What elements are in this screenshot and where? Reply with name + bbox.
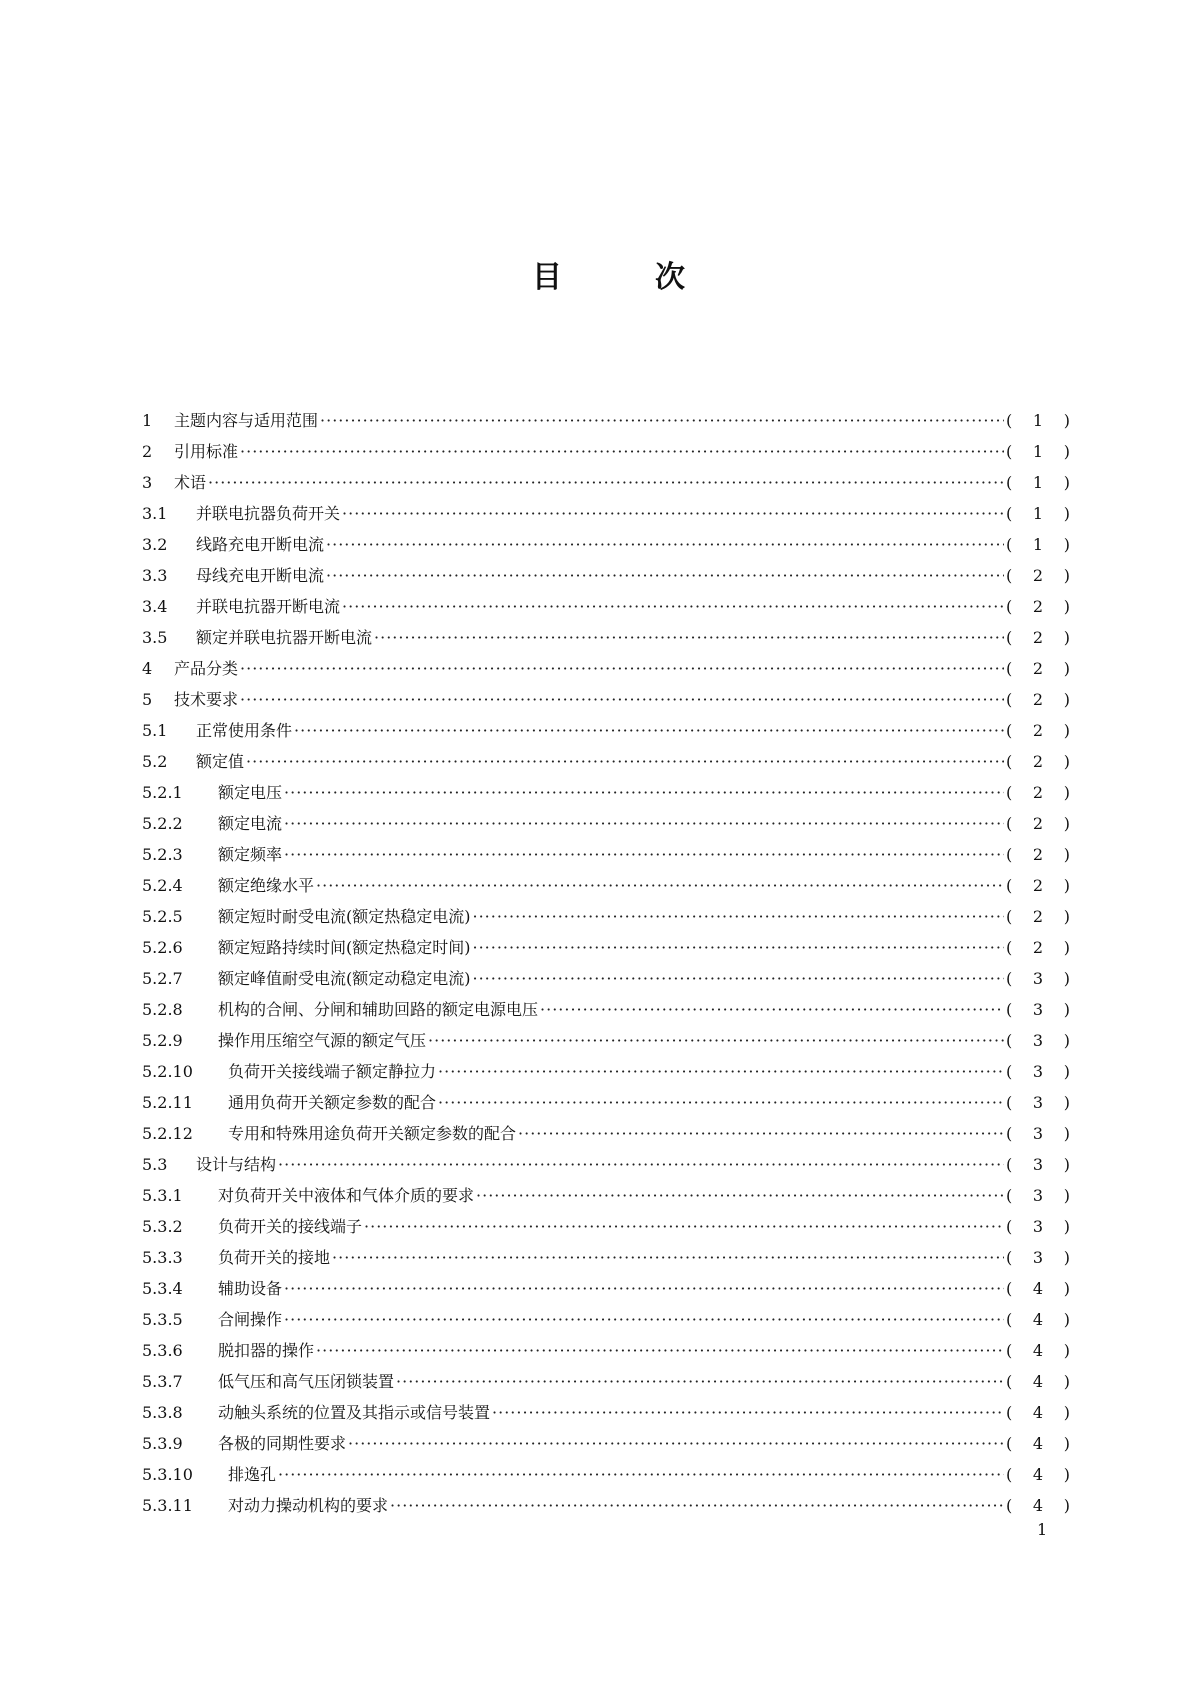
toc-entry-title: 各极的同期性要求 xyxy=(218,1434,347,1453)
close-paren: ) xyxy=(1063,1310,1070,1329)
toc-entry-page xyxy=(1006,405,1070,436)
toc-entry-page xyxy=(1006,1211,1070,1242)
toc-entry-number: 5.2.1 xyxy=(142,783,183,802)
close-paren: ) xyxy=(1063,1155,1070,1174)
toc-dot-leader xyxy=(473,932,1005,963)
toc-entry-page xyxy=(1006,932,1070,963)
toc-entry-title: 通用负荷开关额定参数的配合 xyxy=(228,1093,437,1112)
toc-entry-number: 5.3.2 xyxy=(142,1217,183,1236)
toc-dot-leader xyxy=(540,994,1004,1025)
toc-dot-leader xyxy=(246,746,1004,777)
toc-page-value: 2 xyxy=(1032,721,1044,740)
toc-entry-page xyxy=(1006,1087,1070,1118)
toc-page-value: 4 xyxy=(1032,1496,1044,1515)
toc-dot-leader xyxy=(316,870,1004,901)
toc-page-value: 2 xyxy=(1032,876,1044,895)
toc-entry-page xyxy=(1006,1490,1070,1521)
toc-entry-title: 额定短路持续时间(额定热稳定时间) xyxy=(218,938,471,957)
toc-entry-title: 低气压和高气压闭锁装置 xyxy=(218,1372,395,1391)
toc-entry-title: 线路充电开断电流 xyxy=(196,535,325,554)
toc-entry[interactable] xyxy=(142,715,1070,746)
close-paren: ) xyxy=(1063,1248,1070,1267)
close-paren: ) xyxy=(1063,628,1070,647)
toc-page-value: 3 xyxy=(1032,1093,1044,1112)
open-paren: ( xyxy=(1006,783,1013,802)
toc-dot-leader xyxy=(374,622,1004,653)
toc-entry-page xyxy=(1006,1428,1070,1459)
toc-entry-page xyxy=(1006,529,1070,560)
close-paren: ) xyxy=(1063,442,1070,461)
open-paren: ( xyxy=(1006,845,1013,864)
close-paren: ) xyxy=(1063,938,1070,957)
toc-entry-title: 额定电压 xyxy=(218,783,283,802)
toc-dot-leader xyxy=(364,1211,1004,1242)
title-char-2: 次 xyxy=(655,260,685,295)
toc-page-value: 3 xyxy=(1032,1248,1044,1267)
toc-entry[interactable] xyxy=(142,1273,1070,1304)
open-paren: ( xyxy=(1006,535,1013,554)
close-paren: ) xyxy=(1063,1124,1070,1143)
toc-entry-title: 负荷开关的接地 xyxy=(218,1248,331,1267)
toc-entry-title: 额定绝缘水平 xyxy=(218,876,315,895)
open-paren: ( xyxy=(1006,1403,1013,1422)
toc-page-value: 2 xyxy=(1032,628,1044,647)
toc-page-value: 2 xyxy=(1032,907,1044,926)
toc-dot-leader xyxy=(294,715,1004,746)
toc-entry-page xyxy=(1006,808,1070,839)
open-paren: ( xyxy=(1006,1093,1013,1112)
toc-entry-page xyxy=(1006,1335,1070,1366)
open-paren: ( xyxy=(1006,1279,1013,1298)
toc-dot-leader xyxy=(284,839,1004,870)
toc-entry-number: 1 xyxy=(142,411,153,430)
open-paren: ( xyxy=(1006,969,1013,988)
toc-entry-number: 3 xyxy=(142,473,153,492)
toc-dot-leader xyxy=(278,1149,1004,1180)
toc-entry[interactable] xyxy=(142,653,1070,684)
toc-entry-page xyxy=(1006,870,1070,901)
toc-entry[interactable] xyxy=(142,560,1070,591)
toc-entry-title: 排逸孔 xyxy=(228,1465,277,1484)
toc-page-value: 2 xyxy=(1032,659,1044,678)
toc-entry-page xyxy=(1006,436,1070,467)
toc-entry-number: 5.2.7 xyxy=(142,969,183,988)
toc-entry-page xyxy=(1006,1397,1070,1428)
toc-entry-title: 负荷开关的接线端子 xyxy=(218,1217,363,1236)
close-paren: ) xyxy=(1063,690,1070,709)
toc-dot-leader xyxy=(348,1428,1004,1459)
toc-entry-number: 3.4 xyxy=(142,597,168,616)
toc-page-value: 2 xyxy=(1032,566,1044,585)
toc-entry-title: 动触头系统的位置及其指示或信号装置 xyxy=(218,1403,491,1422)
toc-entry-number: 5.3 xyxy=(142,1155,168,1174)
toc-entry-number: 5.2.4 xyxy=(142,876,183,895)
open-paren: ( xyxy=(1006,752,1013,771)
toc-entry-number: 5.2 xyxy=(142,752,168,771)
toc-entry[interactable] xyxy=(142,1118,1070,1149)
close-paren: ) xyxy=(1063,876,1070,895)
close-paren: ) xyxy=(1063,814,1070,833)
toc-entry[interactable] xyxy=(142,684,1070,715)
toc-entry[interactable] xyxy=(142,808,1070,839)
toc-page-value: 1 xyxy=(1032,473,1044,492)
toc-entry-number: 5.1 xyxy=(142,721,168,740)
toc-entry-title: 操作用压缩空气源的额定气压 xyxy=(218,1031,427,1050)
close-paren: ) xyxy=(1063,1372,1070,1391)
toc-entry-page xyxy=(1006,467,1070,498)
toc-entry-page xyxy=(1006,777,1070,808)
toc-entry-number: 3.5 xyxy=(142,628,168,647)
open-paren: ( xyxy=(1006,1248,1013,1267)
toc-entry-page xyxy=(1006,1242,1070,1273)
toc-entry-number: 5.2.8 xyxy=(142,1000,183,1019)
open-paren: ( xyxy=(1006,1217,1013,1236)
close-paren: ) xyxy=(1063,1434,1070,1453)
open-paren: ( xyxy=(1006,411,1013,430)
toc-page-value: 2 xyxy=(1032,752,1044,771)
open-paren: ( xyxy=(1006,1465,1013,1484)
open-paren: ( xyxy=(1006,1031,1013,1050)
toc-dot-leader xyxy=(473,963,1005,994)
toc-dot-leader xyxy=(492,1397,1004,1428)
toc-entry-number: 5.2.3 xyxy=(142,845,183,864)
toc-entry-page xyxy=(1006,715,1070,746)
open-paren: ( xyxy=(1006,721,1013,740)
toc-entry-title: 并联电抗器开断电流 xyxy=(196,597,341,616)
toc-entry-number: 5.3.9 xyxy=(142,1434,183,1453)
toc-entry-title: 脱扣器的操作 xyxy=(218,1341,315,1360)
close-paren: ) xyxy=(1063,473,1070,492)
toc-entry[interactable] xyxy=(142,932,1070,963)
toc-entry-page xyxy=(1006,1025,1070,1056)
toc-dot-leader xyxy=(284,1273,1004,1304)
toc-entry[interactable] xyxy=(142,1087,1070,1118)
toc-page-value: 2 xyxy=(1032,597,1044,616)
toc-entry[interactable] xyxy=(142,1025,1070,1056)
close-paren: ) xyxy=(1063,535,1070,554)
close-paren: ) xyxy=(1063,721,1070,740)
close-paren: ) xyxy=(1063,1341,1070,1360)
close-paren: ) xyxy=(1063,1000,1070,1019)
toc-dot-leader xyxy=(320,405,1004,436)
toc-entry-title: 正常使用条件 xyxy=(196,721,293,740)
table-of-contents xyxy=(142,405,1070,1521)
toc-entry[interactable] xyxy=(142,1490,1070,1521)
toc-dot-leader xyxy=(240,684,1004,715)
close-paren: ) xyxy=(1063,411,1070,430)
close-paren: ) xyxy=(1063,1496,1070,1515)
toc-entry-title: 并联电抗器负荷开关 xyxy=(196,504,341,523)
toc-entry[interactable] xyxy=(142,591,1070,622)
toc-page-value: 3 xyxy=(1032,1124,1044,1143)
toc-entry-page xyxy=(1006,1118,1070,1149)
toc-entry-number: 3.3 xyxy=(142,566,168,585)
toc-entry-title: 对负荷开关中液体和气体介质的要求 xyxy=(218,1186,475,1205)
toc-entry-page xyxy=(1006,1149,1070,1180)
toc-page-value: 3 xyxy=(1032,1031,1044,1050)
toc-page-value: 4 xyxy=(1032,1372,1044,1391)
toc-entry-number: 5.2.12 xyxy=(142,1124,193,1143)
close-paren: ) xyxy=(1063,659,1070,678)
toc-entry-page xyxy=(1006,1304,1070,1335)
toc-entry-page xyxy=(1006,901,1070,932)
open-paren: ( xyxy=(1006,1000,1013,1019)
close-paren: ) xyxy=(1063,1217,1070,1236)
toc-entry-number: 5.3.1 xyxy=(142,1186,183,1205)
toc-entry-page xyxy=(1006,684,1070,715)
toc-entry-number: 5.2.5 xyxy=(142,907,183,926)
open-paren: ( xyxy=(1006,907,1013,926)
toc-entry[interactable] xyxy=(142,498,1070,529)
toc-entry-title: 额定频率 xyxy=(218,845,283,864)
toc-entry-page xyxy=(1006,1366,1070,1397)
toc-dot-leader xyxy=(278,1459,1004,1490)
toc-dot-leader xyxy=(473,901,1005,932)
open-paren: ( xyxy=(1006,1341,1013,1360)
open-paren: ( xyxy=(1006,659,1013,678)
toc-dot-leader xyxy=(438,1087,1004,1118)
open-paren: ( xyxy=(1006,597,1013,616)
close-paren: ) xyxy=(1063,907,1070,926)
toc-entry-number: 5.3.6 xyxy=(142,1341,183,1360)
toc-entry-page xyxy=(1006,1056,1070,1087)
open-paren: ( xyxy=(1006,814,1013,833)
toc-entry[interactable] xyxy=(142,1397,1070,1428)
close-paren: ) xyxy=(1063,783,1070,802)
toc-page-value: 2 xyxy=(1032,938,1044,957)
toc-entry-page xyxy=(1006,560,1070,591)
toc-entry[interactable] xyxy=(142,436,1070,467)
toc-page-value: 2 xyxy=(1032,783,1044,802)
open-paren: ( xyxy=(1006,1372,1013,1391)
toc-entry-number: 5.2.10 xyxy=(142,1062,193,1081)
toc-entry-number: 5.3.7 xyxy=(142,1372,183,1391)
toc-page-value: 4 xyxy=(1032,1465,1044,1484)
open-paren: ( xyxy=(1006,1155,1013,1174)
close-paren: ) xyxy=(1063,1031,1070,1050)
toc-dot-leader xyxy=(316,1335,1004,1366)
toc-entry-title: 技术要求 xyxy=(174,690,239,709)
toc-entry[interactable] xyxy=(142,1056,1070,1087)
toc-entry[interactable] xyxy=(142,746,1070,777)
toc-page-value: 3 xyxy=(1032,969,1044,988)
toc-entry-page xyxy=(1006,994,1070,1025)
toc-dot-leader xyxy=(342,591,1004,622)
toc-entry-page xyxy=(1006,498,1070,529)
toc-entry-page xyxy=(1006,963,1070,994)
toc-entry-number: 5.3.10 xyxy=(142,1465,193,1484)
title-char-1: 目 xyxy=(532,260,562,295)
page-number: 1 xyxy=(1037,1520,1048,1539)
toc-entry-number: 5 xyxy=(142,690,153,709)
toc-entry-number: 2 xyxy=(142,442,153,461)
toc-page-value: 1 xyxy=(1032,442,1044,461)
toc-entry-page xyxy=(1006,746,1070,777)
toc-entry[interactable] xyxy=(142,467,1070,498)
toc-page-value: 2 xyxy=(1032,814,1044,833)
close-paren: ) xyxy=(1063,597,1070,616)
toc-entry[interactable] xyxy=(142,1366,1070,1397)
toc-page-value: 2 xyxy=(1032,845,1044,864)
toc-page-value: 3 xyxy=(1032,1186,1044,1205)
toc-entry[interactable] xyxy=(142,994,1070,1025)
toc-entry-page xyxy=(1006,839,1070,870)
toc-entry[interactable] xyxy=(142,777,1070,808)
toc-page-value: 1 xyxy=(1032,411,1044,430)
toc-entry-number: 5.3.4 xyxy=(142,1279,183,1298)
open-paren: ( xyxy=(1006,628,1013,647)
toc-entry-title: 主题内容与适用范围 xyxy=(174,411,319,430)
close-paren: ) xyxy=(1063,504,1070,523)
toc-dot-leader xyxy=(476,1180,1004,1211)
toc-dot-leader xyxy=(326,529,1004,560)
close-paren: ) xyxy=(1063,1465,1070,1484)
toc-entry-number: 3.2 xyxy=(142,535,168,554)
toc-page-value: 4 xyxy=(1032,1310,1044,1329)
toc-entry-title: 母线充电开断电流 xyxy=(196,566,325,585)
toc-entry[interactable] xyxy=(142,622,1070,653)
toc-entry-title: 额定峰值耐受电流(额定动稳定电流) xyxy=(218,969,471,988)
toc-page-value: 3 xyxy=(1032,1155,1044,1174)
toc-page-value: 4 xyxy=(1032,1403,1044,1422)
toc-entry[interactable] xyxy=(142,1180,1070,1211)
toc-dot-leader xyxy=(240,653,1004,684)
toc-entry-page xyxy=(1006,1273,1070,1304)
open-paren: ( xyxy=(1006,473,1013,492)
toc-dot-leader xyxy=(284,777,1004,808)
toc-dot-leader xyxy=(284,1304,1004,1335)
open-paren: ( xyxy=(1006,1124,1013,1143)
open-paren: ( xyxy=(1006,690,1013,709)
toc-entry[interactable] xyxy=(142,1211,1070,1242)
toc-dot-leader xyxy=(208,467,1004,498)
toc-entry-title: 额定电流 xyxy=(218,814,283,833)
toc-entry[interactable] xyxy=(142,529,1070,560)
toc-entry-number: 3.1 xyxy=(142,504,168,523)
toc-entry[interactable] xyxy=(142,1304,1070,1335)
open-paren: ( xyxy=(1006,566,1013,585)
toc-entry[interactable] xyxy=(142,839,1070,870)
close-paren: ) xyxy=(1063,1062,1070,1081)
toc-entry[interactable] xyxy=(142,870,1070,901)
open-paren: ( xyxy=(1006,442,1013,461)
toc-dot-leader xyxy=(396,1366,1004,1397)
close-paren: ) xyxy=(1063,969,1070,988)
toc-page-value: 4 xyxy=(1032,1434,1044,1453)
open-paren: ( xyxy=(1006,1496,1013,1515)
toc-dot-leader xyxy=(390,1490,1004,1521)
close-paren: ) xyxy=(1063,1403,1070,1422)
close-paren: ) xyxy=(1063,1093,1070,1112)
toc-entry[interactable] xyxy=(142,1242,1070,1273)
toc-dot-leader xyxy=(240,436,1004,467)
toc-page-value: 4 xyxy=(1032,1279,1044,1298)
toc-page-value: 3 xyxy=(1032,1000,1044,1019)
toc-page-value: 1 xyxy=(1032,504,1044,523)
toc-dot-leader xyxy=(326,560,1004,591)
toc-entry-number: 4 xyxy=(142,659,153,678)
toc-entry-number: 5.2.11 xyxy=(142,1093,193,1112)
close-paren: ) xyxy=(1063,1279,1070,1298)
open-paren: ( xyxy=(1006,1310,1013,1329)
toc-dot-leader xyxy=(342,498,1004,529)
toc-entry[interactable] xyxy=(142,1335,1070,1366)
toc-entry[interactable] xyxy=(142,1149,1070,1180)
toc-entry[interactable] xyxy=(142,963,1070,994)
close-paren: ) xyxy=(1063,845,1070,864)
toc-entry-title: 引用标准 xyxy=(174,442,239,461)
toc-dot-leader xyxy=(332,1242,1004,1273)
toc-entry-number: 5.3.3 xyxy=(142,1248,183,1267)
open-paren: ( xyxy=(1006,876,1013,895)
open-paren: ( xyxy=(1006,504,1013,523)
toc-entry-number: 5.3.11 xyxy=(142,1496,193,1515)
toc-entry-title: 术语 xyxy=(174,473,207,492)
toc-entry-title: 对动力操动机构的要求 xyxy=(228,1496,389,1515)
close-paren: ) xyxy=(1063,566,1070,585)
toc-dot-leader xyxy=(284,808,1004,839)
toc-entry-page xyxy=(1006,622,1070,653)
toc-entry[interactable] xyxy=(142,1428,1070,1459)
open-paren: ( xyxy=(1006,1186,1013,1205)
toc-dot-leader xyxy=(518,1118,1004,1149)
toc-entry-title: 负荷开关接线端子额定静拉力 xyxy=(228,1062,437,1081)
open-paren: ( xyxy=(1006,1434,1013,1453)
toc-dot-leader xyxy=(438,1056,1004,1087)
toc-entry[interactable] xyxy=(142,1459,1070,1490)
toc-entry[interactable] xyxy=(142,901,1070,932)
toc-entry-number: 5.2.9 xyxy=(142,1031,183,1050)
toc-entry-number: 5.3.5 xyxy=(142,1310,183,1329)
toc-entry-page xyxy=(1006,653,1070,684)
toc-entry-page xyxy=(1006,1459,1070,1490)
toc-entry-title: 辅助设备 xyxy=(218,1279,283,1298)
toc-entry-page xyxy=(1006,591,1070,622)
toc-entry-title: 合闸操作 xyxy=(218,1310,283,1329)
toc-dot-leader xyxy=(428,1025,1004,1056)
close-paren: ) xyxy=(1063,1186,1070,1205)
close-paren: ) xyxy=(1063,752,1070,771)
toc-entry-title: 额定值 xyxy=(196,752,245,771)
open-paren: ( xyxy=(1006,1062,1013,1081)
toc-entry-title: 额定并联电抗器开断电流 xyxy=(196,628,373,647)
toc-page-value: 1 xyxy=(1032,535,1044,554)
toc-page-value: 3 xyxy=(1032,1062,1044,1081)
toc-page-value: 4 xyxy=(1032,1341,1044,1360)
toc-entry-title: 专用和特殊用途负荷开关额定参数的配合 xyxy=(228,1124,517,1143)
open-paren: ( xyxy=(1006,938,1013,957)
toc-entry-number: 5.2.6 xyxy=(142,938,183,957)
toc-entry[interactable] xyxy=(142,405,1070,436)
toc-entry-number: 5.3.8 xyxy=(142,1403,183,1422)
toc-entry-title: 额定短时耐受电流(额定热稳定电流) xyxy=(218,907,471,926)
toc-page-value: 3 xyxy=(1032,1217,1044,1236)
toc-entry-number: 5.2.2 xyxy=(142,814,183,833)
toc-entry-title: 机构的合闸、分闸和辅助回路的额定电源电压 xyxy=(218,1000,539,1019)
toc-entry-page xyxy=(1006,1180,1070,1211)
toc-entry-title: 产品分类 xyxy=(174,659,239,678)
toc-page-value: 2 xyxy=(1032,690,1044,709)
toc-entry-title: 设计与结构 xyxy=(196,1155,277,1174)
